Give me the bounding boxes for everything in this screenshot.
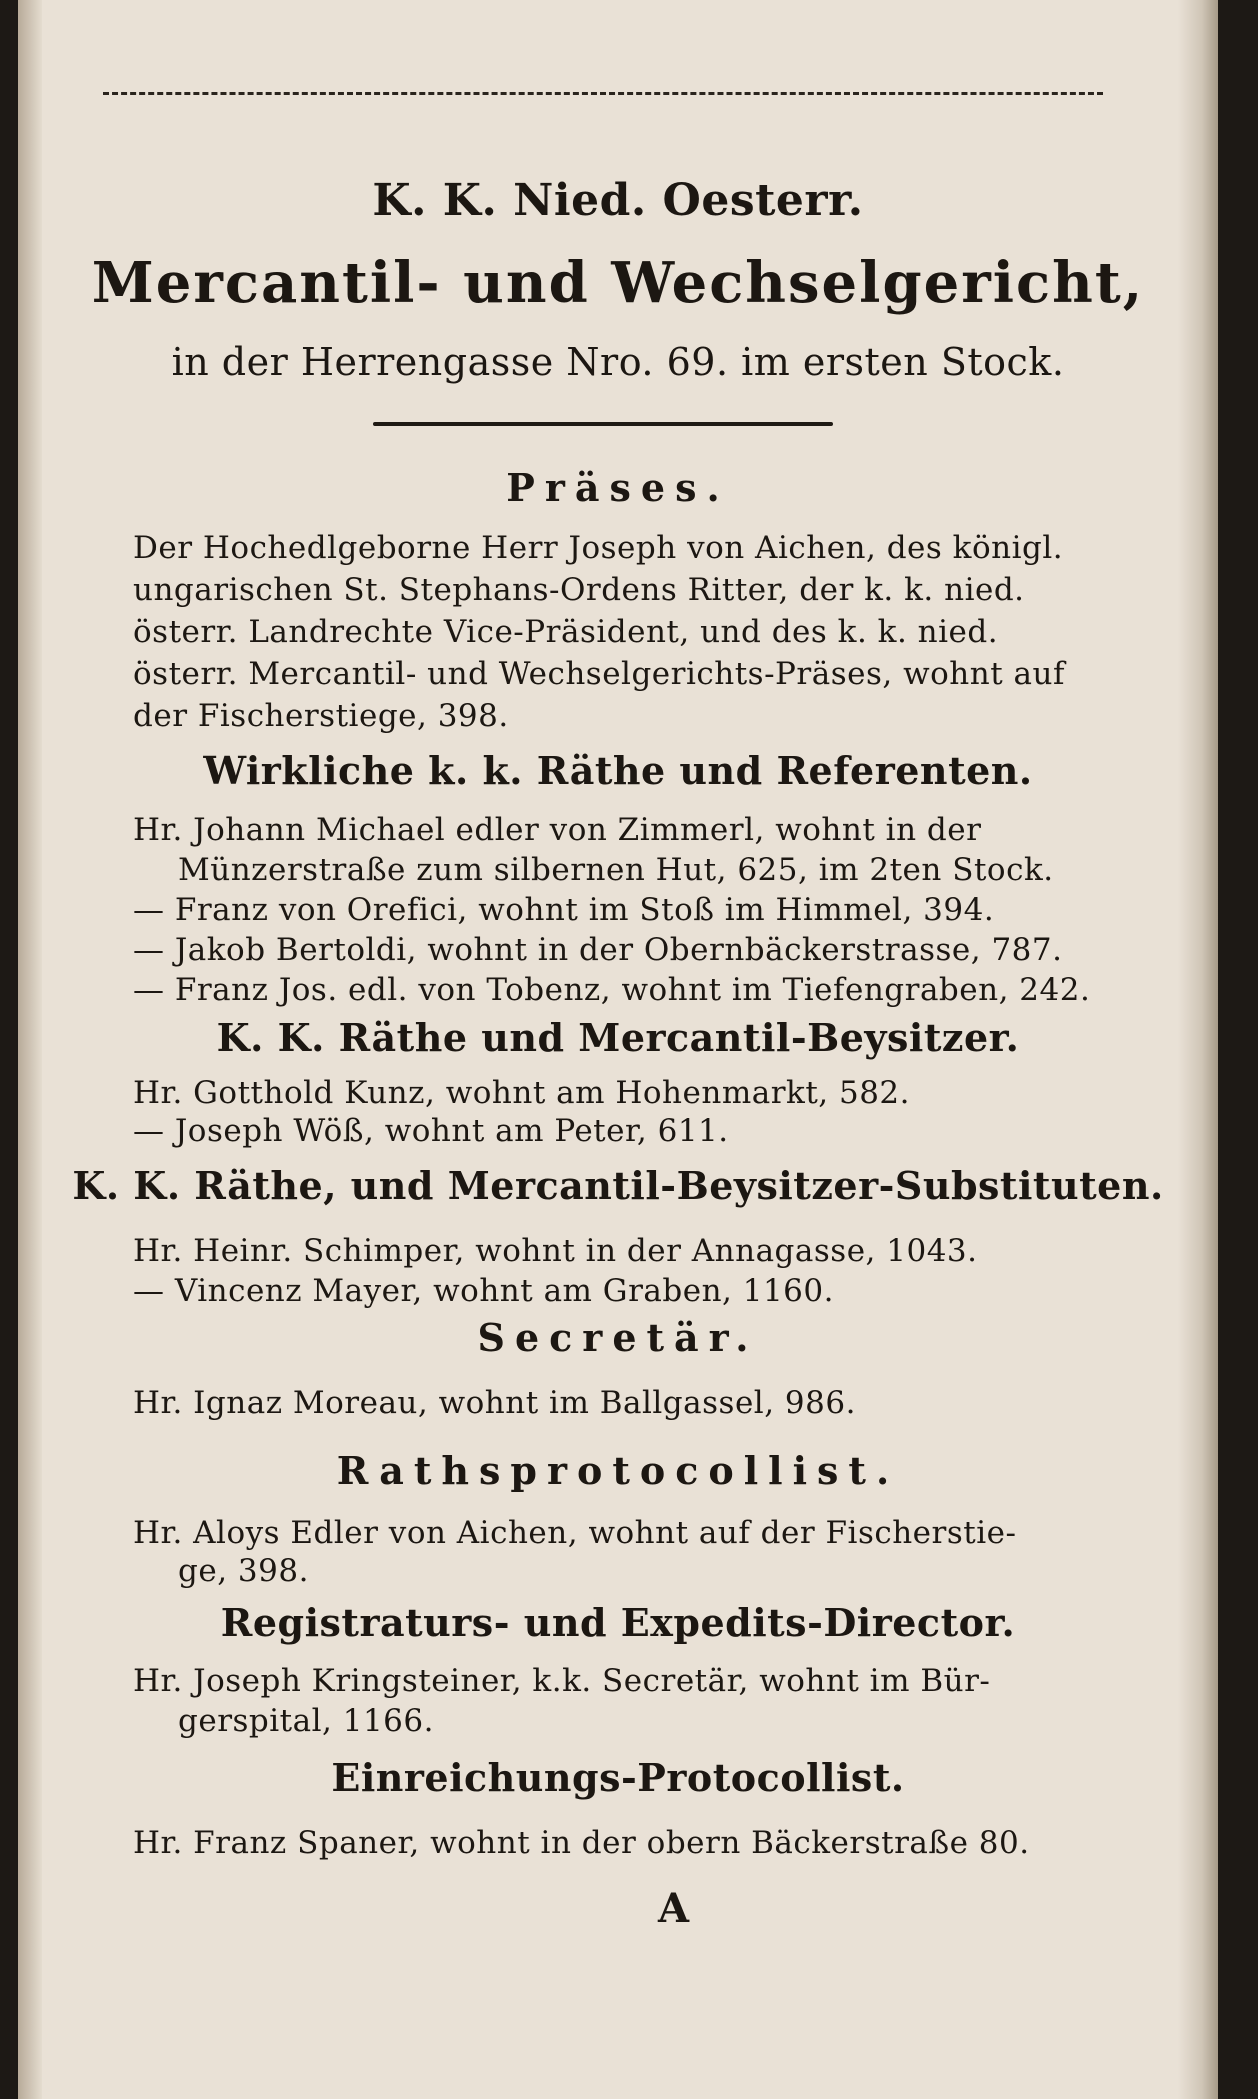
text-line: — Jakob Bertoldi, wohnt in der Obernbäckerstrasse, 787. — [133, 932, 1063, 968]
text-line: österr. Mercantil- und Wechselgerichts-Präses, wohnt auf — [133, 656, 1065, 692]
section-heading-rathsprotocollist: Rathsprotocollist. — [336, 1448, 900, 1493]
signature-mark: A — [658, 1885, 690, 1932]
section-heading-raethe-referenten: Wirkliche k. k. Räthe und Referenten. — [203, 748, 1033, 793]
text-line: Hr. Joseph Kringsteiner, k.k. Secretär, wohnt im Bür- — [133, 1663, 991, 1699]
text-line: Hr. Gotthold Kunz, wohnt am Hohenmarkt, 582. — [133, 1075, 911, 1111]
section-heading-substituten: K. K. Räthe, und Mercantil-Beysitzer-Substituten. — [72, 1163, 1164, 1208]
page-title: Mercantil- und Wechselgericht, — [91, 250, 1145, 316]
section-heading-secretaer: Secretär. — [477, 1315, 759, 1360]
text-line: Münzerstraße zum silbernen Hut, 625, im 2ten Stock. — [178, 852, 1054, 888]
text-line: Der Hochedlgeborne Herr Joseph von Aichen, des königl. — [133, 530, 1064, 566]
text-line: Hr. Aloys Edler von Aichen, wohnt auf der Fischerstie- — [133, 1515, 1017, 1551]
section-heading-director: Registraturs- und Expedits-Director. — [220, 1600, 1016, 1645]
text-line: — Franz Jos. edl. von Tobenz, wohnt im Tiefengraben, 242. — [133, 972, 1091, 1008]
text-line: Hr. Ignaz Moreau, wohnt im Ballgassel, 986. — [133, 1385, 856, 1421]
text-line: österr. Landrechte Vice-Präsident, und des k. k. nied. — [133, 614, 999, 650]
section-heading-beysitzer: K. K. Räthe und Mercantil-Beysitzer. — [216, 1015, 1020, 1060]
text-line: ge, 398. — [178, 1553, 309, 1589]
section-heading-praeses: Präses. — [506, 465, 730, 510]
ornamental-top-rule — [103, 92, 1103, 103]
title-divider — [373, 422, 833, 426]
text-line: der Fischerstiege, 398. — [133, 698, 509, 734]
text-line: gerspital, 1166. — [178, 1703, 434, 1739]
text-line: — Joseph Wöß, wohnt am Peter, 611. — [133, 1113, 729, 1149]
section-heading-einreichungs: Einreichungs-Protocollist. — [331, 1755, 905, 1800]
text-line: — Vincenz Mayer, wohnt am Graben, 1160. — [133, 1273, 834, 1309]
text-line: Hr. Franz Spaner, wohnt in der obern Bäckerstraße 80. — [133, 1825, 1030, 1861]
book-page — [18, 0, 1218, 2099]
text-line: ungarischen St. Stephans-Ordens Ritter, der k. k. nied. — [133, 572, 1025, 608]
court-line: K. K. Nied. Oesterr. — [372, 175, 864, 226]
address-line: in der Herrengasse Nro. 69. im ersten Stock. — [171, 340, 1065, 384]
text-line: Hr. Johann Michael edler von Zimmerl, wohnt in der — [133, 812, 982, 848]
text-line: — Franz von Orefici, wohnt im Stoß im Himmel, 394. — [133, 892, 995, 928]
text-line: Hr. Heinr. Schimper, wohnt in der Annagasse, 1043. — [133, 1233, 978, 1269]
